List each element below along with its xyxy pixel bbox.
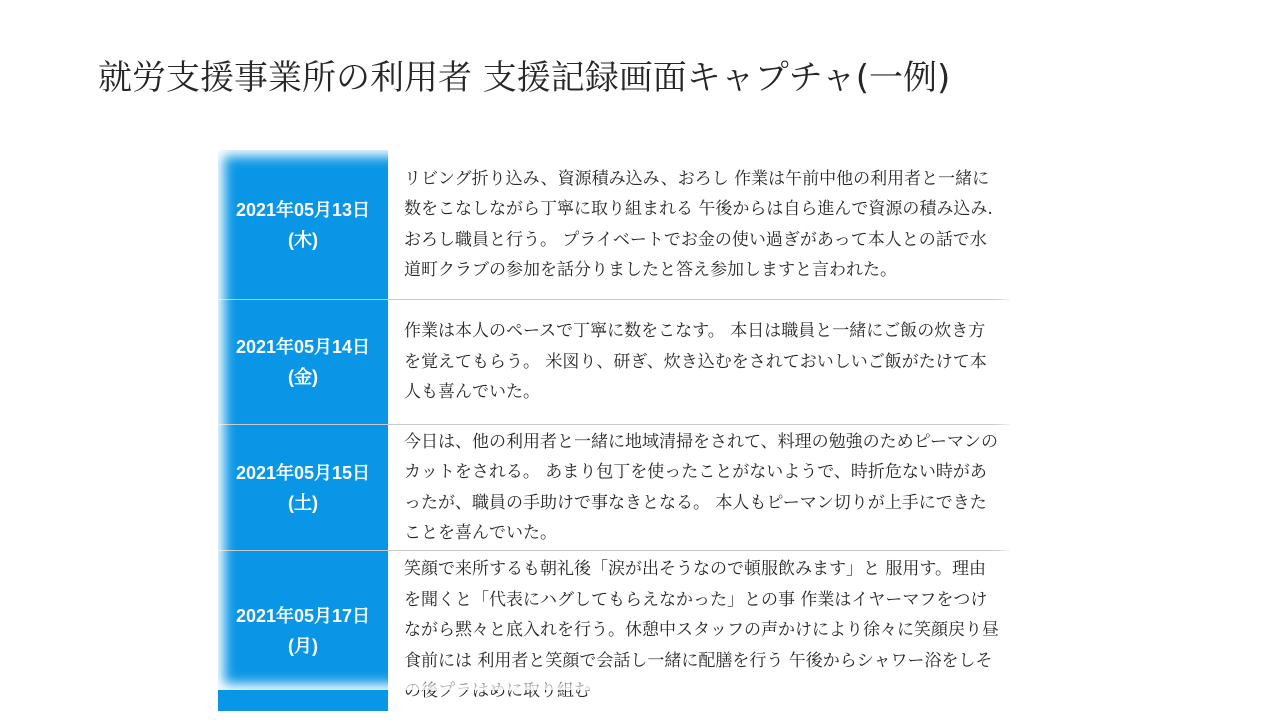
record-date: 2021年05月14日 <box>235 337 371 357</box>
record-note-cell <box>388 300 1010 424</box>
slide-title: 就労支援事業所の利用者 支援記録画面キャプチャ(一例) <box>98 58 951 98</box>
record-row <box>218 425 1010 551</box>
record-row <box>218 300 1010 425</box>
record-weekday: (月) <box>288 636 318 656</box>
record-note-cell <box>388 150 1010 299</box>
record-date: 2021年05月15日 <box>235 462 371 483</box>
record-date: 2021年05月17日 <box>235 606 371 626</box>
record-note: 作業は本人のペースで丁寧に数をこなす。 本日は職員と一緒にご飯の炊き方を覚えてもらう。 米図り、研ぎ、炊き込むをされておいしいご飯がたけて本人も喜んでいた。 <box>404 321 987 403</box>
record-note: リビング折り込み、資源積み込み、おろし 作業は午前中他の利用者と一緒に数をこなしながら丁寧に取り組まれる 午後からは自ら進んで資源の積み込み.おろし職員と行う。 プライベートでお金の使い過ぎがあって本人との話で水道町クラブの参加を話分りましたと答え参加しますと言われた。 <box>404 168 993 280</box>
record-weekday: (金) <box>288 367 318 387</box>
record-date-cell <box>218 150 388 299</box>
record-date-cell <box>218 300 388 424</box>
record-note: 笑顔で来所するも朝礼後「涙が出そうなので頓服飲みます」と 服用す。理由を聞くと「代表にハグしてもらえなかった」との事 作業はイヤーマフをつけながら黙々と底入れを行う。休憩中スタッフの声かけにより徐々に笑顔戻り昼食前には 利用者と笑顔で会話し一緒に配膳を行う 午後からシャワー浴をしその後プラはめに取り組む <box>404 559 999 701</box>
record-date: 2021年05月13日 <box>235 199 371 220</box>
record-date-cell <box>218 551 388 711</box>
record-weekday: (木) <box>288 229 318 250</box>
record-note: 今日は、他の利用者と一緒に地域清掃をされて、料理の勉強のためピーマンのカットをされる。 あまり包丁を使ったことがないようで、時折危ない時があったが、職員の手助けで事なきとなる。 本人もピーマン切りが上手にできたことを喜んでいた。 <box>404 431 998 543</box>
record-note-cell <box>388 425 1010 550</box>
record-weekday: (土) <box>288 492 318 513</box>
record-row <box>218 551 1010 711</box>
record-row <box>218 150 1010 300</box>
record-date-cell <box>218 425 388 550</box>
support-record-capture <box>218 150 1010 701</box>
record-note-cell <box>388 551 1010 711</box>
